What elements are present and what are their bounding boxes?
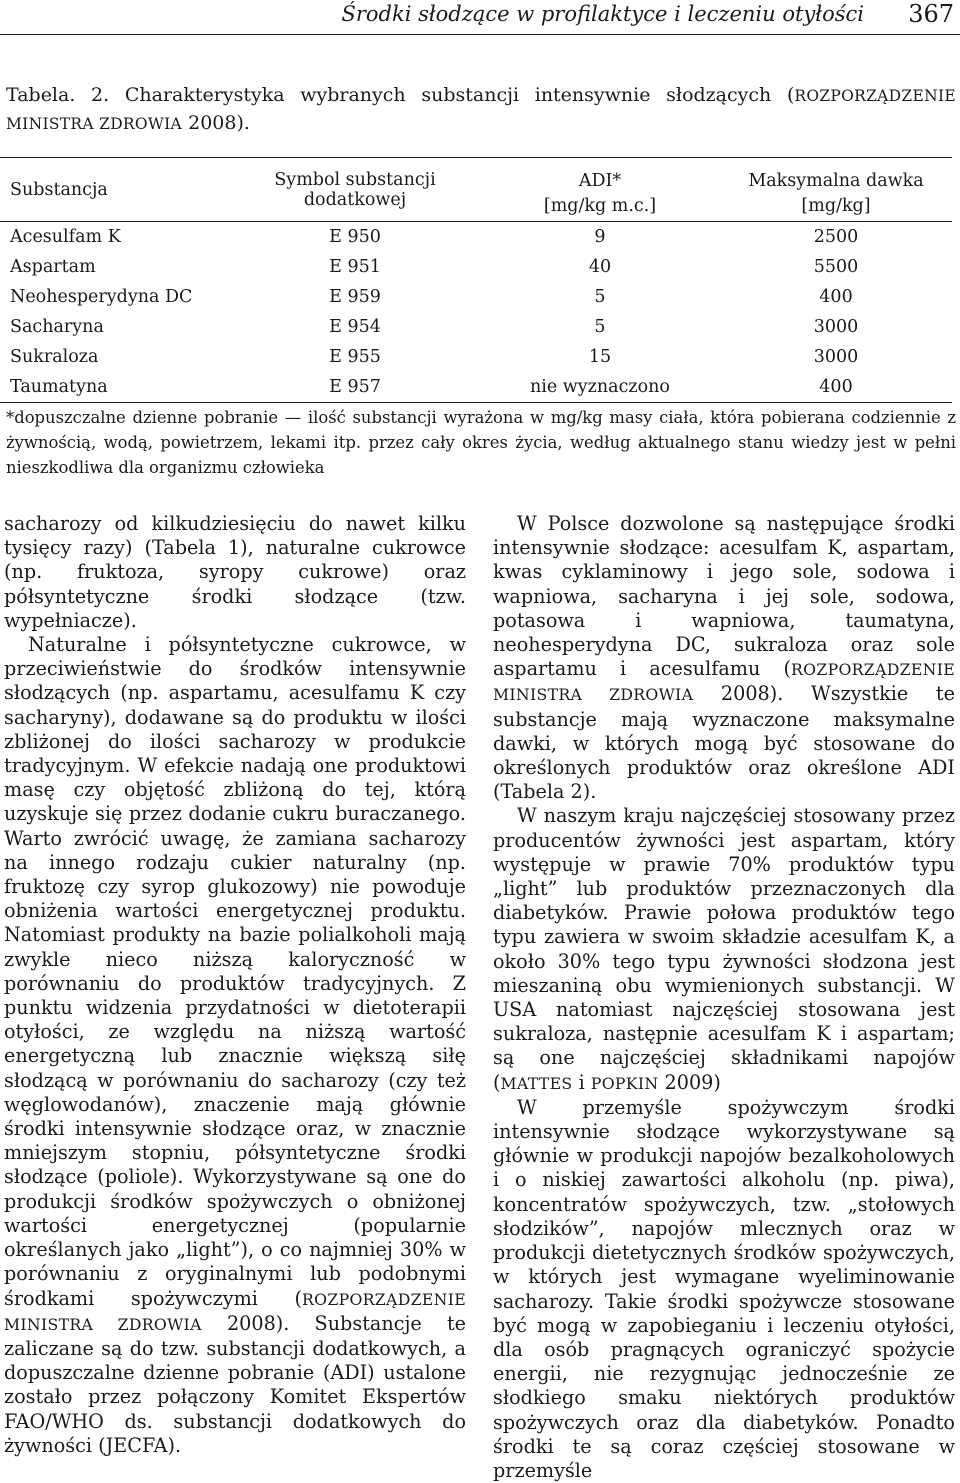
cell-adi: 9 bbox=[594, 227, 606, 247]
citation-reference: ROZPORZĄDZENIE MINISTRA ZDROWIA bbox=[493, 660, 955, 705]
cell-adi: 5 bbox=[594, 317, 606, 337]
table-footnote: *dopuszczalne dzienne pobranie — ilość substancji wyrażona w mg/kg masy ciała, która pobierana codziennie z żywnością, wodą, powietrzem, lekami itp. przez cały okres życia, według aktualnego stanu wiedzy jest w pełni nieszkodliwa dla organizmu człowieka bbox=[6, 408, 956, 477]
cell-substance: Neohesperydyna DC bbox=[10, 287, 193, 307]
col-header-adi: ADI* bbox=[578, 171, 622, 191]
table-row bbox=[0, 252, 952, 282]
cell-adi: 40 bbox=[588, 257, 612, 277]
paragraph-text: 2008). Wszystkie te substancje mają wyznaczone maksymalne dawki, w których mogą być stosowane do określonych produktów oraz określone ADI (Tabela 2). bbox=[493, 682, 955, 804]
table-row bbox=[0, 312, 952, 342]
table-caption bbox=[6, 82, 956, 138]
cell-adi: nie wyznaczono bbox=[480, 372, 720, 403]
cell-substance: Aspartam bbox=[10, 257, 96, 277]
table-caption-text: Tabela. 2. Charakterystyka wybranych substancji intensywnie słodzących ( bbox=[6, 84, 795, 106]
cell-max-dose: 5500 bbox=[813, 257, 859, 277]
header-rule bbox=[0, 34, 960, 35]
paragraph: W przemyśle spożywczym środki intensywnie słodzące wykorzystywane są głównie w produkcji napojów bezalkoholowych i o niskiej zawartości alkoholu (np. piwa), koncentratów spożywczych, tzw. „stołowych słodzików”, napojów mlecznych oraz w produkcji dietetycznych środków spożywczych, w których jest wymagane wyeliminowanie sacharozy. Takie środki spożywcze stosowane być mogą w zapobieganiu i leczeniu otyłości, dla osób pragnących ograniczyć spożycie energii, nie rezygnując jednocześnie ze słodkiego smaku niektórych produktów spożywczych oraz dla diabetyków. Ponadto środki te są coraz częściej stosowane w przemyśle bbox=[493, 1095, 955, 1482]
paragraph: sacharozy od kilkudziesięciu do nawet kilku tysięcy razy) (Tabela 1), naturalne cukrowce (np. fruktoza, syropy cukrowe) oraz półsyntetyczne środki słodzące (tzw. wypełniacze). bbox=[4, 512, 466, 632]
paragraph-text: W naszym kraju najczęściej stosowany przez producentów żywności jest aspartam, który występuje w prawie 70% produktów typu „light” lub produktów przeznaczonych dla diabetyków. Prawie połowa produktów tego typu zawiera w swoim składzie acesulfam K, a około 30% tego typu żywności słodzona jest mieszaniną obu wymienionych substancji. W USA natomiast najczęściej stosowana jest sukraloza, następnie acesulfam K i aspartam; są one najczęściej składnikami napojów ( bbox=[493, 804, 955, 1094]
paragraph-text: 2009) bbox=[658, 1070, 721, 1094]
sweetener-table bbox=[0, 157, 952, 403]
cell-symbol: E 954 bbox=[329, 317, 381, 337]
cell-symbol: E 950 bbox=[329, 227, 381, 247]
paragraph-text: i bbox=[572, 1070, 591, 1094]
running-title: Środki słodzące w profilaktyce i leczeniu otyłości bbox=[341, 2, 864, 26]
cell-adi: 5 bbox=[594, 287, 606, 307]
cell-max-dose: 2500 bbox=[813, 227, 859, 247]
cell-substance: Acesulfam K bbox=[10, 227, 121, 247]
paragraph bbox=[4, 633, 466, 1458]
page-number: 367 bbox=[908, 0, 954, 28]
col-header-substance: Substancja bbox=[10, 179, 108, 200]
cell-max-dose: 3000 bbox=[813, 317, 859, 337]
paragraph bbox=[493, 512, 955, 804]
paragraph bbox=[493, 804, 955, 1095]
cell-max-dose: 3000 bbox=[813, 347, 859, 367]
citation-reference: ROZPORZĄDZENIE MINISTRA ZDROWIA bbox=[4, 1289, 466, 1334]
paragraph-text: W Polsce dozwolone są następujące środki intensywnie słodzące: acesulfam K, aspartam, kwas cyklaminowy i jego sole, sodowa i wapniowa, sacharyna i jej sole, sodowa, potasowa i wapniowa, taumatyna, neohesperydyna DC, sukraloza oraz sole aspartamu i acesulfamu ( bbox=[493, 512, 955, 681]
right-column bbox=[493, 512, 955, 1483]
cell-symbol: E 951 bbox=[329, 257, 381, 277]
col-header-symbol: Symbol substancji dodatkowej bbox=[274, 169, 436, 210]
cell-symbol: E 959 bbox=[329, 287, 381, 307]
table-caption-year: 2008). bbox=[182, 112, 250, 134]
page-header bbox=[0, 0, 960, 34]
table-row bbox=[0, 342, 952, 372]
table-caption-reference: ROZPORZĄDZENIE MINISTRA ZDROWIA bbox=[6, 87, 956, 133]
col-header-max-dose: Maksymalna dawka bbox=[748, 171, 924, 191]
left-column bbox=[4, 512, 466, 1458]
table-row bbox=[0, 282, 952, 312]
cell-symbol: E 957 bbox=[230, 372, 480, 403]
table-row bbox=[0, 372, 952, 403]
cell-max-dose: 400 bbox=[720, 372, 952, 403]
table-row bbox=[0, 222, 952, 253]
cell-symbol: E 955 bbox=[329, 347, 381, 367]
paragraph-text: 2008). Substancje te zaliczane są do tzw. substancji dodatkowych, a dopuszczalne dzienne pobranie (ADI) ustalone zostało przez połączony Komitet Ekspertów FAO/WHO ds. substancji dodatkowych do żywności (JECFA). bbox=[4, 1311, 467, 1457]
cell-substance: Sacharyna bbox=[10, 317, 104, 337]
col-header-max-dose-unit: [mg/kg] bbox=[801, 196, 871, 216]
cell-substance: Taumatyna bbox=[0, 372, 230, 403]
cell-substance: Sukraloza bbox=[10, 347, 99, 367]
paragraph-text: Naturalne i półsyntetyczne cukrowce, w przeciwieństwie do środków intensywnie słodzących (np. aspartamu, acesulfamu K czy sacharyny), dodawane są do produktu w ilości zbliżonej do ilości sacharozy w produkcie tradycyjnym. W efekcie nadają one produktowi masę czy objętość zbliżoną do tej, którą uzyskuje się przez dodanie cukru buraczanego. Warto zwrócić uwagę, że zamiana sacharozy na innego rodzaju cukier naturalny (np. fruktozę czy syrop glukozowy) nie powoduje obniżenia wartości energetycznej produktu. Natomiast produkty na bazie polialkoholi mają zwykle nieco niższą kaloryczność w porównaniu do produktów tradycyjnych. Z punktu widzenia przydatności w dietoterapii otyłości, ze względu na niższą wartość energetyczną lub znacznie większą siłę słodzącą w porównaniu do sacharozy (czy też węglowodanów), znaczenie mają głównie środki intensywnie słodzące oraz, w znacznie mniejszym stopniu, półsyntetyczne środki słodzące (poliole). Wykorzystywane są one do produkcji środków spożywczych o obniżonej wartości energetycznej (popularnie określanych jako „light”), o co najmniej 30% w porównaniu z oryginalnymi lub podobnymi środkami spożywczymi ( bbox=[4, 633, 466, 1310]
col-header-adi-unit: [mg/kg m.c.] bbox=[543, 196, 657, 216]
citation-reference: MATTES bbox=[500, 1073, 573, 1093]
cell-max-dose: 400 bbox=[819, 287, 853, 307]
citation-reference: POPKIN bbox=[590, 1073, 659, 1093]
cell-adi: 15 bbox=[588, 347, 612, 367]
